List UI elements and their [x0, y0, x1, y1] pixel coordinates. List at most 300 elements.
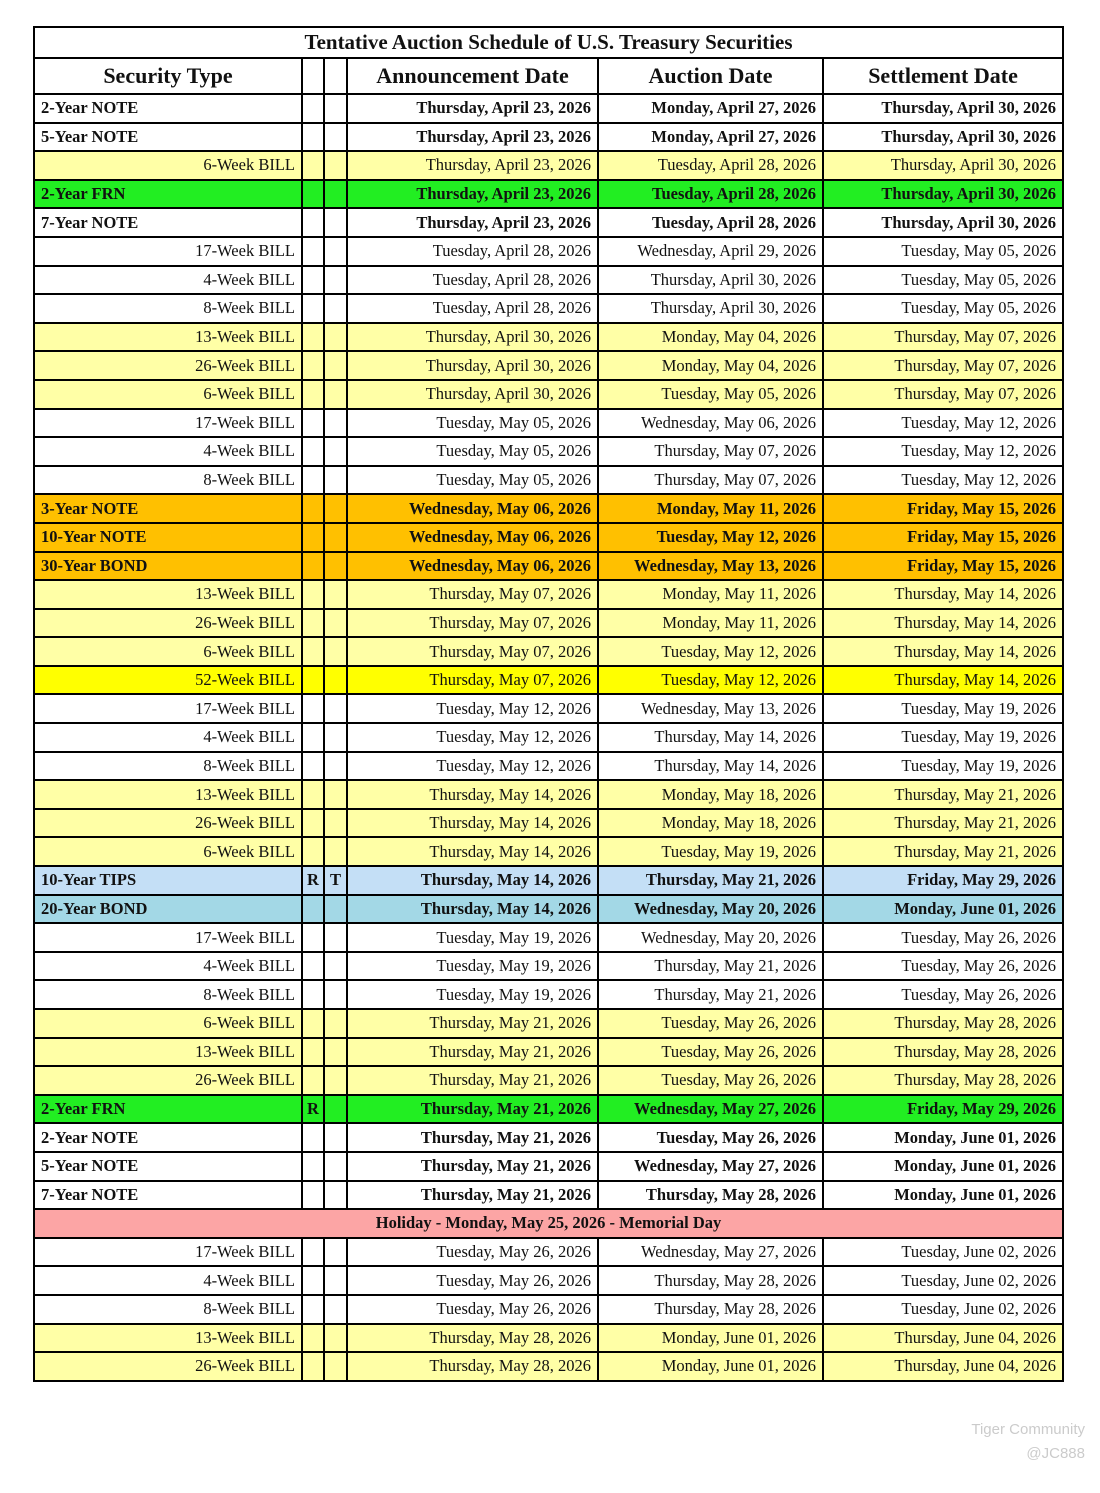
table-row — [34, 980, 1063, 1009]
flag-t-cell — [324, 780, 347, 809]
table-row — [34, 294, 1063, 323]
announcement-date-cell: Thursday, April 23, 2026 — [347, 208, 598, 237]
announcement-date-cell: Thursday, April 30, 2026 — [347, 351, 598, 380]
flag-r-cell — [302, 380, 324, 409]
table-row — [34, 180, 1063, 209]
flag-r-cell — [302, 952, 324, 981]
settlement-date-cell: Thursday, May 21, 2026 — [823, 837, 1063, 866]
announcement-date-cell: Thursday, May 14, 2026 — [347, 837, 598, 866]
settlement-date-cell: Tuesday, June 02, 2026 — [823, 1266, 1063, 1295]
table-row — [34, 351, 1063, 380]
announcement-date-cell: Thursday, May 21, 2026 — [347, 1038, 598, 1067]
announcement-date-cell: Thursday, May 21, 2026 — [347, 1066, 598, 1095]
security-type-cell: 2-Year FRN — [34, 180, 302, 209]
announcement-date-cell: Tuesday, May 12, 2026 — [347, 752, 598, 781]
settlement-date-cell: Tuesday, June 02, 2026 — [823, 1295, 1063, 1324]
security-type-cell: 20-Year BOND — [34, 895, 302, 924]
announcement-date-cell: Tuesday, May 26, 2026 — [347, 1295, 598, 1324]
auction-date-cell: Wednesday, April 29, 2026 — [598, 237, 823, 266]
table-row — [34, 723, 1063, 752]
settlement-date-cell: Thursday, May 28, 2026 — [823, 1066, 1063, 1095]
table-row — [34, 694, 1063, 723]
flag-r-cell — [302, 1324, 324, 1353]
auction-date-cell: Thursday, May 21, 2026 — [598, 952, 823, 981]
settlement-date-cell: Friday, May 29, 2026 — [823, 866, 1063, 895]
announcement-date-cell: Wednesday, May 06, 2026 — [347, 552, 598, 581]
announcement-date-cell: Tuesday, May 12, 2026 — [347, 694, 598, 723]
flag-t-cell — [324, 1066, 347, 1095]
flag-r-cell — [302, 580, 324, 609]
announcement-date-cell: Thursday, May 14, 2026 — [347, 780, 598, 809]
table-row — [34, 1324, 1063, 1353]
settlement-date-cell: Tuesday, May 05, 2026 — [823, 266, 1063, 295]
security-type-cell: 10-Year NOTE — [34, 523, 302, 552]
table-row — [34, 1038, 1063, 1067]
announcement-date-cell: Thursday, April 23, 2026 — [347, 123, 598, 152]
announcement-date-cell: Thursday, May 21, 2026 — [347, 1123, 598, 1152]
flag-t-cell — [324, 552, 347, 581]
flag-r-cell — [302, 437, 324, 466]
announcement-date-cell: Tuesday, April 28, 2026 — [347, 294, 598, 323]
flag-t-cell — [324, 180, 347, 209]
flag-t-cell — [324, 208, 347, 237]
announcement-date-cell: Thursday, May 21, 2026 — [347, 1009, 598, 1038]
flag-t-cell — [324, 609, 347, 638]
table-row — [34, 580, 1063, 609]
flag-r-cell — [302, 151, 324, 180]
announcement-date-cell: Tuesday, May 05, 2026 — [347, 466, 598, 495]
flag-r-cell — [302, 752, 324, 781]
holiday-label: Holiday - Monday, May 25, 2026 - Memorial Day — [34, 1209, 1063, 1238]
auction-date-cell: Tuesday, May 26, 2026 — [598, 1038, 823, 1067]
flag-r-cell — [302, 409, 324, 438]
security-type-cell: 4-Week BILL — [34, 1266, 302, 1295]
table-row — [34, 923, 1063, 952]
security-type-cell: 4-Week BILL — [34, 266, 302, 295]
auction-date-cell: Wednesday, May 20, 2026 — [598, 895, 823, 924]
security-type-cell: 13-Week BILL — [34, 1324, 302, 1353]
table-row — [34, 380, 1063, 409]
announcement-date-cell: Tuesday, May 12, 2026 — [347, 723, 598, 752]
flag-r-cell — [302, 208, 324, 237]
security-type-cell: 6-Week BILL — [34, 151, 302, 180]
auction-date-cell: Monday, May 11, 2026 — [598, 609, 823, 638]
header-settlement-date: Settlement Date — [823, 58, 1063, 94]
auction-date-cell: Monday, May 11, 2026 — [598, 494, 823, 523]
flag-t-cell — [324, 637, 347, 666]
auction-date-cell: Wednesday, May 27, 2026 — [598, 1238, 823, 1267]
flag-t-cell — [324, 980, 347, 1009]
table-row — [34, 837, 1063, 866]
flag-r-cell — [302, 1038, 324, 1067]
auction-date-cell: Thursday, May 07, 2026 — [598, 466, 823, 495]
auction-date-cell: Monday, June 01, 2026 — [598, 1352, 823, 1381]
flag-t-cell — [324, 466, 347, 495]
table-row — [34, 1295, 1063, 1324]
announcement-date-cell: Thursday, April 23, 2026 — [347, 180, 598, 209]
settlement-date-cell: Friday, May 15, 2026 — [823, 552, 1063, 581]
flag-t-cell — [324, 1123, 347, 1152]
auction-date-cell: Tuesday, May 26, 2026 — [598, 1066, 823, 1095]
flag-t-cell — [324, 752, 347, 781]
security-type-cell: 13-Week BILL — [34, 780, 302, 809]
table-row — [34, 1238, 1063, 1267]
announcement-date-cell: Tuesday, May 05, 2026 — [347, 409, 598, 438]
flag-t-cell — [324, 123, 347, 152]
table-row — [34, 1095, 1063, 1124]
security-type-cell: 3-Year NOTE — [34, 494, 302, 523]
settlement-date-cell: Tuesday, May 19, 2026 — [823, 723, 1063, 752]
flag-t-cell — [324, 1095, 347, 1124]
settlement-date-cell: Monday, June 01, 2026 — [823, 895, 1063, 924]
announcement-date-cell: Thursday, May 14, 2026 — [347, 809, 598, 838]
flag-t-cell — [324, 1181, 347, 1210]
auction-date-cell: Tuesday, May 12, 2026 — [598, 523, 823, 552]
settlement-date-cell: Tuesday, May 05, 2026 — [823, 294, 1063, 323]
table-row — [34, 1352, 1063, 1381]
announcement-date-cell: Tuesday, April 28, 2026 — [347, 266, 598, 295]
table-row — [34, 866, 1063, 895]
settlement-date-cell: Thursday, May 07, 2026 — [823, 323, 1063, 352]
flag-r-cell — [302, 723, 324, 752]
header-t — [324, 58, 347, 94]
flag-r-cell — [302, 609, 324, 638]
announcement-date-cell: Thursday, April 30, 2026 — [347, 380, 598, 409]
security-type-cell: 17-Week BILL — [34, 237, 302, 266]
settlement-date-cell: Thursday, April 30, 2026 — [823, 123, 1063, 152]
security-type-cell: 2-Year FRN — [34, 1095, 302, 1124]
auction-date-cell: Tuesday, May 26, 2026 — [598, 1009, 823, 1038]
flag-t-cell — [324, 952, 347, 981]
announcement-date-cell: Tuesday, May 05, 2026 — [347, 437, 598, 466]
auction-date-cell: Monday, May 04, 2026 — [598, 323, 823, 352]
announcement-date-cell: Tuesday, May 26, 2026 — [347, 1266, 598, 1295]
flag-t-cell — [324, 895, 347, 924]
watermark-line1: Tiger Community — [971, 1421, 1085, 1438]
header-r — [302, 58, 324, 94]
table-row — [34, 94, 1063, 123]
holiday-row — [34, 1209, 1063, 1238]
flag-r-cell — [302, 1123, 324, 1152]
security-type-cell: 13-Week BILL — [34, 580, 302, 609]
flag-r-cell — [302, 494, 324, 523]
security-type-cell: 5-Year NOTE — [34, 1152, 302, 1181]
announcement-date-cell: Thursday, May 21, 2026 — [347, 1152, 598, 1181]
header-auction-date: Auction Date — [598, 58, 823, 94]
auction-date-cell: Monday, May 11, 2026 — [598, 580, 823, 609]
settlement-date-cell: Tuesday, May 26, 2026 — [823, 980, 1063, 1009]
table-row — [34, 1009, 1063, 1038]
security-type-cell: 8-Week BILL — [34, 466, 302, 495]
auction-date-cell: Wednesday, May 13, 2026 — [598, 694, 823, 723]
table-row — [34, 952, 1063, 981]
security-type-cell: 13-Week BILL — [34, 323, 302, 352]
auction-date-cell: Monday, June 01, 2026 — [598, 1324, 823, 1353]
flag-t-cell — [324, 323, 347, 352]
auction-date-cell: Tuesday, May 12, 2026 — [598, 637, 823, 666]
auction-date-cell: Thursday, May 21, 2026 — [598, 980, 823, 1009]
auction-date-cell: Thursday, May 07, 2026 — [598, 437, 823, 466]
auction-date-cell: Tuesday, April 28, 2026 — [598, 180, 823, 209]
header-announcement-date: Announcement Date — [347, 58, 598, 94]
announcement-date-cell: Tuesday, May 19, 2026 — [347, 923, 598, 952]
announcement-date-cell: Tuesday, May 19, 2026 — [347, 952, 598, 981]
security-type-cell: 6-Week BILL — [34, 637, 302, 666]
settlement-date-cell: Tuesday, May 26, 2026 — [823, 952, 1063, 981]
security-type-cell: 17-Week BILL — [34, 409, 302, 438]
announcement-date-cell: Thursday, May 07, 2026 — [347, 580, 598, 609]
settlement-date-cell: Thursday, April 30, 2026 — [823, 208, 1063, 237]
auction-date-cell: Tuesday, May 19, 2026 — [598, 837, 823, 866]
flag-r-cell — [302, 294, 324, 323]
security-type-cell: 4-Week BILL — [34, 723, 302, 752]
flag-t-cell: T — [324, 866, 347, 895]
security-type-cell: 8-Week BILL — [34, 752, 302, 781]
security-type-cell: 17-Week BILL — [34, 923, 302, 952]
table-row — [34, 1266, 1063, 1295]
flag-r-cell — [302, 266, 324, 295]
auction-date-cell: Tuesday, May 26, 2026 — [598, 1123, 823, 1152]
table-row — [34, 752, 1063, 781]
announcement-date-cell: Thursday, May 21, 2026 — [347, 1181, 598, 1210]
settlement-date-cell: Thursday, June 04, 2026 — [823, 1352, 1063, 1381]
watermark — [925, 1418, 1085, 1466]
settlement-date-cell: Tuesday, May 12, 2026 — [823, 409, 1063, 438]
table-row — [34, 323, 1063, 352]
table-row — [34, 895, 1063, 924]
settlement-date-cell: Monday, June 01, 2026 — [823, 1123, 1063, 1152]
auction-date-cell: Thursday, May 28, 2026 — [598, 1295, 823, 1324]
auction-date-cell: Thursday, May 21, 2026 — [598, 866, 823, 895]
settlement-date-cell: Thursday, May 28, 2026 — [823, 1009, 1063, 1038]
table-row — [34, 266, 1063, 295]
flag-t-cell — [324, 94, 347, 123]
flag-r-cell — [302, 923, 324, 952]
flag-t-cell — [324, 494, 347, 523]
flag-r-cell — [302, 895, 324, 924]
security-type-cell: 7-Year NOTE — [34, 1181, 302, 1210]
flag-r-cell: R — [302, 866, 324, 895]
security-type-cell: 17-Week BILL — [34, 694, 302, 723]
table-row — [34, 237, 1063, 266]
flag-t-cell — [324, 837, 347, 866]
auction-date-cell: Monday, May 04, 2026 — [598, 351, 823, 380]
flag-r-cell — [302, 180, 324, 209]
flag-t-cell — [324, 580, 347, 609]
security-type-cell: 30-Year BOND — [34, 552, 302, 581]
settlement-date-cell: Thursday, May 07, 2026 — [823, 380, 1063, 409]
security-type-cell: 2-Year NOTE — [34, 94, 302, 123]
flag-t-cell — [324, 809, 347, 838]
announcement-date-cell: Thursday, May 07, 2026 — [347, 666, 598, 695]
security-type-cell: 6-Week BILL — [34, 1009, 302, 1038]
settlement-date-cell: Thursday, May 14, 2026 — [823, 580, 1063, 609]
announcement-date-cell: Thursday, May 28, 2026 — [347, 1352, 598, 1381]
flag-t-cell — [324, 1295, 347, 1324]
announcement-date-cell: Thursday, April 23, 2026 — [347, 151, 598, 180]
auction-date-cell: Wednesday, May 27, 2026 — [598, 1095, 823, 1124]
auction-date-cell: Wednesday, May 20, 2026 — [598, 923, 823, 952]
settlement-date-cell: Tuesday, May 19, 2026 — [823, 752, 1063, 781]
flag-t-cell — [324, 694, 347, 723]
table-row — [34, 466, 1063, 495]
security-type-cell: 8-Week BILL — [34, 294, 302, 323]
auction-date-cell: Thursday, May 14, 2026 — [598, 752, 823, 781]
flag-t-cell — [324, 380, 347, 409]
table-row — [34, 494, 1063, 523]
flag-t-cell — [324, 151, 347, 180]
announcement-date-cell: Thursday, April 30, 2026 — [347, 323, 598, 352]
settlement-date-cell: Monday, June 01, 2026 — [823, 1152, 1063, 1181]
security-type-cell: 26-Week BILL — [34, 609, 302, 638]
flag-r-cell — [302, 1266, 324, 1295]
auction-date-cell: Thursday, May 14, 2026 — [598, 723, 823, 752]
flag-t-cell — [324, 409, 347, 438]
settlement-date-cell: Thursday, May 21, 2026 — [823, 809, 1063, 838]
announcement-date-cell: Thursday, May 14, 2026 — [347, 866, 598, 895]
auction-date-cell: Wednesday, May 13, 2026 — [598, 552, 823, 581]
settlement-date-cell: Thursday, May 28, 2026 — [823, 1038, 1063, 1067]
flag-r-cell — [302, 1009, 324, 1038]
flag-r-cell — [302, 1295, 324, 1324]
table-row — [34, 1123, 1063, 1152]
announcement-date-cell: Thursday, April 23, 2026 — [347, 94, 598, 123]
flag-t-cell — [324, 1324, 347, 1353]
settlement-date-cell: Thursday, April 30, 2026 — [823, 94, 1063, 123]
flag-t-cell — [324, 1038, 347, 1067]
flag-t-cell — [324, 666, 347, 695]
header-security-type: Security Type — [34, 58, 302, 94]
settlement-date-cell: Friday, May 15, 2026 — [823, 523, 1063, 552]
flag-r-cell — [302, 466, 324, 495]
security-type-cell: 4-Week BILL — [34, 952, 302, 981]
auction-date-cell: Thursday, May 28, 2026 — [598, 1181, 823, 1210]
auction-date-cell: Tuesday, May 05, 2026 — [598, 380, 823, 409]
flag-t-cell — [324, 923, 347, 952]
auction-date-cell: Thursday, May 28, 2026 — [598, 1266, 823, 1295]
table-row — [34, 552, 1063, 581]
settlement-date-cell: Thursday, April 30, 2026 — [823, 151, 1063, 180]
flag-t-cell — [324, 1352, 347, 1381]
security-type-cell: 5-Year NOTE — [34, 123, 302, 152]
flag-t-cell — [324, 723, 347, 752]
settlement-date-cell: Thursday, May 07, 2026 — [823, 351, 1063, 380]
table-row — [34, 637, 1063, 666]
flag-r-cell — [302, 552, 324, 581]
auction-date-cell: Tuesday, April 28, 2026 — [598, 208, 823, 237]
auction-date-cell: Thursday, April 30, 2026 — [598, 266, 823, 295]
security-type-cell: 13-Week BILL — [34, 1038, 302, 1067]
security-type-cell: 4-Week BILL — [34, 437, 302, 466]
flag-t-cell — [324, 1266, 347, 1295]
auction-date-cell: Tuesday, May 12, 2026 — [598, 666, 823, 695]
flag-r-cell — [302, 1152, 324, 1181]
flag-r-cell — [302, 809, 324, 838]
flag-t-cell — [324, 351, 347, 380]
flag-r-cell — [302, 123, 324, 152]
settlement-date-cell: Tuesday, June 02, 2026 — [823, 1238, 1063, 1267]
flag-r-cell — [302, 523, 324, 552]
flag-t-cell — [324, 1152, 347, 1181]
auction-schedule-table — [33, 26, 1064, 1382]
settlement-date-cell: Tuesday, May 26, 2026 — [823, 923, 1063, 952]
auction-date-cell: Wednesday, May 27, 2026 — [598, 1152, 823, 1181]
table-row — [34, 780, 1063, 809]
auction-date-cell: Monday, May 18, 2026 — [598, 780, 823, 809]
security-type-cell: 26-Week BILL — [34, 809, 302, 838]
settlement-date-cell: Thursday, May 21, 2026 — [823, 780, 1063, 809]
settlement-date-cell: Tuesday, May 19, 2026 — [823, 694, 1063, 723]
security-type-cell: 6-Week BILL — [34, 837, 302, 866]
watermark-line2: @JC888 — [1026, 1445, 1085, 1462]
security-type-cell: 6-Week BILL — [34, 380, 302, 409]
settlement-date-cell: Tuesday, May 12, 2026 — [823, 437, 1063, 466]
table-row — [34, 1181, 1063, 1210]
security-type-cell: 26-Week BILL — [34, 1352, 302, 1381]
flag-t-cell — [324, 266, 347, 295]
announcement-date-cell: Thursday, May 07, 2026 — [347, 637, 598, 666]
security-type-cell: 26-Week BILL — [34, 351, 302, 380]
auction-date-cell: Tuesday, April 28, 2026 — [598, 151, 823, 180]
security-type-cell: 26-Week BILL — [34, 1066, 302, 1095]
flag-r-cell: R — [302, 1095, 324, 1124]
settlement-date-cell: Friday, May 29, 2026 — [823, 1095, 1063, 1124]
security-type-cell: 8-Week BILL — [34, 1295, 302, 1324]
settlement-date-cell: Thursday, May 14, 2026 — [823, 637, 1063, 666]
flag-t-cell — [324, 1009, 347, 1038]
flag-t-cell — [324, 1238, 347, 1267]
table-row — [34, 409, 1063, 438]
announcement-date-cell: Tuesday, May 26, 2026 — [347, 1238, 598, 1267]
flag-r-cell — [302, 780, 324, 809]
security-type-cell: 8-Week BILL — [34, 980, 302, 1009]
flag-r-cell — [302, 837, 324, 866]
settlement-date-cell: Thursday, June 04, 2026 — [823, 1324, 1063, 1353]
flag-r-cell — [302, 666, 324, 695]
settlement-date-cell: Tuesday, May 12, 2026 — [823, 466, 1063, 495]
announcement-date-cell: Tuesday, May 19, 2026 — [347, 980, 598, 1009]
announcement-date-cell: Thursday, May 07, 2026 — [347, 609, 598, 638]
settlement-date-cell: Thursday, April 30, 2026 — [823, 180, 1063, 209]
announcement-date-cell: Thursday, May 28, 2026 — [347, 1324, 598, 1353]
flag-r-cell — [302, 1352, 324, 1381]
table-row — [34, 1152, 1063, 1181]
table-row — [34, 208, 1063, 237]
settlement-date-cell: Tuesday, May 05, 2026 — [823, 237, 1063, 266]
security-type-cell: 52-Week BILL — [34, 666, 302, 695]
auction-date-cell: Wednesday, May 06, 2026 — [598, 409, 823, 438]
table-row — [34, 123, 1063, 152]
flag-r-cell — [302, 694, 324, 723]
flag-r-cell — [302, 980, 324, 1009]
auction-date-cell: Monday, April 27, 2026 — [598, 94, 823, 123]
auction-date-cell: Monday, April 27, 2026 — [598, 123, 823, 152]
flag-t-cell — [324, 237, 347, 266]
table-row — [34, 523, 1063, 552]
flag-r-cell — [302, 1066, 324, 1095]
security-type-cell: 2-Year NOTE — [34, 1123, 302, 1152]
table-title: Tentative Auction Schedule of U.S. Treasury Securities — [34, 27, 1063, 58]
flag-t-cell — [324, 437, 347, 466]
table-row — [34, 809, 1063, 838]
security-type-cell: 10-Year TIPS — [34, 866, 302, 895]
security-type-cell: 7-Year NOTE — [34, 208, 302, 237]
announcement-date-cell: Wednesday, May 06, 2026 — [347, 494, 598, 523]
flag-r-cell — [302, 351, 324, 380]
flag-t-cell — [324, 294, 347, 323]
settlement-date-cell: Thursday, May 14, 2026 — [823, 666, 1063, 695]
flag-r-cell — [302, 1238, 324, 1267]
